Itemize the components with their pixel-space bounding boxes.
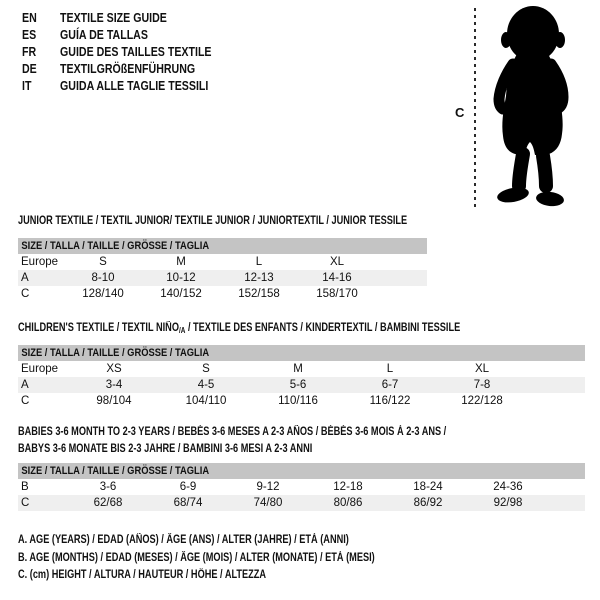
section-title-line2: BABYS 3-6 MONATE BIS 2-3 JAHRE / BAMBINI 3-6 MESI A 2-3 ANNI <box>18 443 313 455</box>
size-cell: XS <box>106 363 122 375</box>
lang-code: FR <box>22 45 37 59</box>
row-label: A <box>18 270 64 286</box>
age-cell: 10-12 <box>142 270 220 286</box>
age-cell: 7-8 <box>436 377 528 393</box>
table-row <box>18 479 585 495</box>
height-measure-label: C <box>455 105 465 120</box>
size-cell: M <box>176 256 186 268</box>
lang-code: DE <box>22 62 37 76</box>
lang-code: EN <box>22 11 37 25</box>
height-cell: 104/110 <box>185 395 227 407</box>
height-cell: 98/104 <box>96 395 132 407</box>
height-cell: 62/68 <box>68 495 148 511</box>
age-cell: 14-16 <box>298 270 376 286</box>
section-childrens-textile <box>18 321 585 409</box>
children-size-table <box>18 345 585 409</box>
lang-label: GUIDE DES TAILLES TEXTILE <box>60 45 212 59</box>
section-title: JUNIOR TEXTILE / TEXTIL JUNIOR/ TEXTILE JUNIOR / JUNIORTEXTIL / JUNIOR TESSILE <box>18 215 408 227</box>
age-cell: 5-6 <box>252 377 344 393</box>
height-cell: 110/116 <box>278 395 318 407</box>
lang-code: ES <box>22 28 37 42</box>
age-cell: 3-4 <box>68 377 160 393</box>
footnote-a: A. AGE (YEARS) / EDAD (AÑOS) / ÂGE (ANS) / ALTER (JAHRE) / ETÀ (ANNI) <box>18 534 349 546</box>
height-cell: 128/140 <box>82 288 124 300</box>
height-cell: 158/170 <box>316 288 358 300</box>
height-cell: 74/80 <box>228 495 308 511</box>
size-cell: XL <box>329 256 345 268</box>
size-cell: XL <box>474 363 490 375</box>
size-header-label: SIZE / TALLA / TAILLE / GRÖSSE / TAGLIA <box>21 347 210 359</box>
section-junior-textile <box>18 214 427 302</box>
lang-code: IT <box>22 79 32 93</box>
table-header-row <box>18 463 585 479</box>
table-header-row <box>18 238 427 254</box>
height-cell: 86/92 <box>388 495 468 511</box>
size-header-label: SIZE / TALLA / TAILLE / GRÖSSE / TAGLIA <box>21 465 210 477</box>
lang-label: TEXTILGRÖßENFÜHRUNG <box>60 62 196 76</box>
table-row <box>18 495 585 511</box>
section-title: CHILDREN'S TEXTILE / TEXTIL $NIÑO_{/A}$ / TEXTILE DES ENFANTS / KINDERTEXTIL / BAMBINI TESSILE <box>18 322 461 335</box>
height-cell: 140/152 <box>160 288 202 300</box>
table-row <box>18 286 427 302</box>
lang-row-en <box>22 10 238 27</box>
table-header-row <box>18 345 585 361</box>
section-title-line1: BABIES 3-6 MONTH TO 2-3 YEARS / BEBÉS 3-6 MESES A 2-3 AÑOS / BÉBÉS 3-6 MOIS À 2-3 ANS / <box>18 426 447 438</box>
size-cell: S <box>202 363 210 375</box>
lang-row-es <box>22 27 238 44</box>
junior-size-table <box>18 238 427 302</box>
age-cell: 24-36 <box>493 481 523 493</box>
language-list <box>22 10 238 95</box>
row-label: C <box>21 288 30 300</box>
footnote-b: B. AGE (MONTHS) / EDAD (MESES) / ÂGE (MOIS) / ALTER (MONATE) / ETÀ (MESI) <box>18 551 375 564</box>
height-cell: 80/86 <box>308 495 388 511</box>
age-cell: 12-18 <box>333 481 363 493</box>
age-cell: 6-7 <box>344 377 436 393</box>
lang-row-de <box>22 61 238 78</box>
lang-label: GUÍA DE TALLAS <box>60 28 148 42</box>
size-cell: S <box>99 256 107 268</box>
baby-silhouette <box>479 4 587 210</box>
size-cell: M <box>293 363 303 375</box>
age-cell: 18-24 <box>413 481 443 493</box>
age-cell: 12-13 <box>220 270 298 286</box>
age-cell: 8-10 <box>64 270 142 286</box>
table-row <box>18 377 585 393</box>
footnote-c: C. (cm) HEIGHT / ALTURA / HAUTEUR / HÖHE / ALTEZZA <box>18 569 267 581</box>
table-row <box>18 270 427 286</box>
section-babies-textile <box>18 425 585 511</box>
lang-label: GUIDA ALLE TAGLIE TESSILI <box>60 79 209 93</box>
babies-size-table <box>18 463 585 511</box>
table-row <box>18 254 427 270</box>
age-cell: 9-12 <box>256 481 280 493</box>
lang-label: TEXTILE SIZE GUIDE <box>60 11 167 25</box>
row-label: Europe <box>21 363 59 375</box>
height-cell: 116/122 <box>369 395 411 407</box>
age-cell: 4-5 <box>160 377 252 393</box>
row-label: A <box>18 377 68 393</box>
row-label: B <box>21 481 29 493</box>
nino-a-subscript: /A <box>178 326 186 335</box>
size-cell: L <box>255 256 263 268</box>
row-label: C <box>21 395 30 407</box>
height-cell: 92/98 <box>468 495 548 511</box>
footnote-legend <box>18 532 464 585</box>
row-label: Europe <box>21 256 59 268</box>
row-label: C <box>18 495 68 511</box>
table-row <box>18 393 585 409</box>
height-cell: 152/158 <box>238 288 280 300</box>
size-cell: L <box>386 363 394 375</box>
lang-row-it <box>22 78 238 95</box>
height-cell: 122/128 <box>461 395 503 407</box>
age-cell: 3-6 <box>99 481 117 493</box>
age-cell: 6-9 <box>179 481 197 493</box>
size-header-label: SIZE / TALLA / TAILLE / GRÖSSE / TAGLIA <box>21 240 210 252</box>
lang-row-fr <box>22 44 238 61</box>
height-cell: 68/74 <box>148 495 228 511</box>
table-row <box>18 361 585 377</box>
height-dotted-line <box>474 8 476 207</box>
